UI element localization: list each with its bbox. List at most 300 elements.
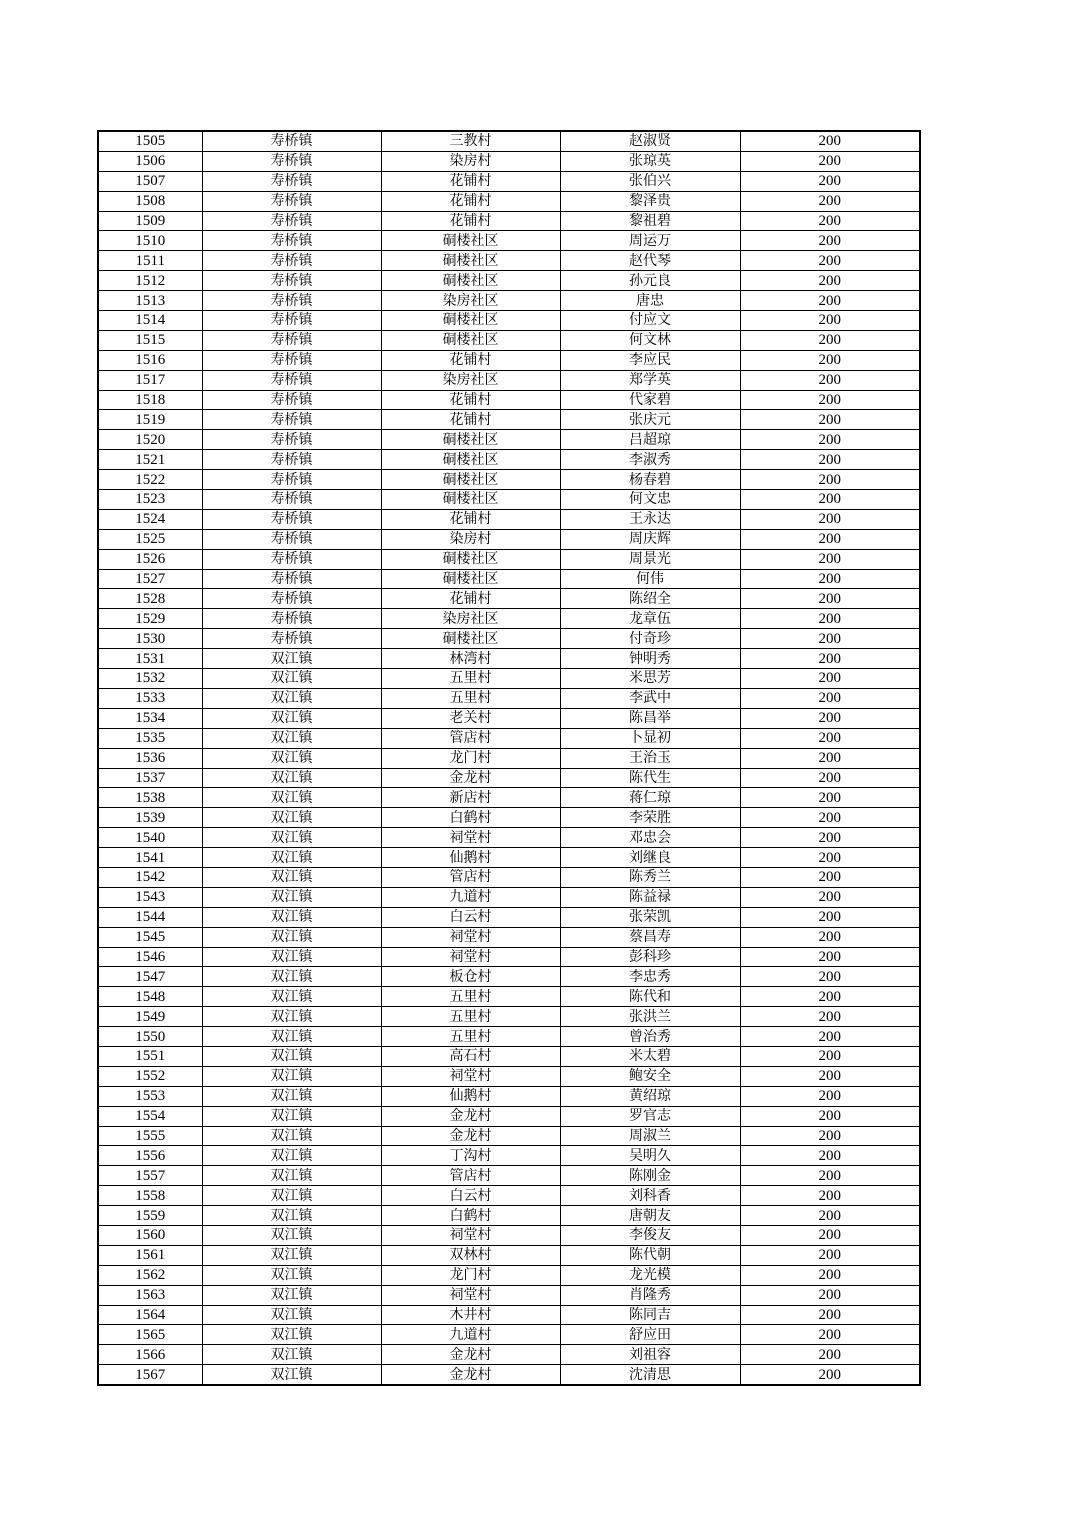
name-cell: 代家碧 — [560, 390, 740, 410]
table-row — [98, 1206, 920, 1226]
name-cell: 李俊友 — [560, 1225, 740, 1245]
row-number-cell: 1545 — [98, 927, 202, 947]
town-cell: 双江镇 — [202, 1325, 381, 1345]
row-number-cell: 1565 — [98, 1325, 202, 1345]
village-cell: 五里村 — [381, 688, 560, 708]
amount-cell: 200 — [740, 1146, 920, 1166]
town-cell: 双江镇 — [202, 708, 381, 728]
name-cell: 肖隆秀 — [560, 1285, 740, 1305]
amount-cell: 200 — [740, 390, 920, 410]
town-cell: 寿桥镇 — [202, 211, 381, 231]
town-cell: 双江镇 — [202, 669, 381, 689]
table-row — [98, 490, 920, 510]
name-cell: 赵代琴 — [560, 251, 740, 271]
row-number-cell: 1537 — [98, 768, 202, 788]
table-row — [98, 788, 920, 808]
town-cell: 双江镇 — [202, 1126, 381, 1146]
amount-cell: 200 — [740, 1186, 920, 1206]
village-cell: 木井村 — [381, 1305, 560, 1325]
amount-cell: 200 — [740, 1126, 920, 1146]
row-number-cell: 1556 — [98, 1146, 202, 1166]
amount-cell: 200 — [740, 987, 920, 1007]
row-number-cell: 1555 — [98, 1126, 202, 1146]
row-number-cell: 1511 — [98, 251, 202, 271]
amount-cell: 200 — [740, 291, 920, 311]
village-cell: 双林村 — [381, 1245, 560, 1265]
town-cell: 双江镇 — [202, 1285, 381, 1305]
village-cell: 祠堂村 — [381, 1285, 560, 1305]
name-cell: 赵淑贤 — [560, 131, 740, 151]
name-cell: 王治玉 — [560, 748, 740, 768]
name-cell: 吴明久 — [560, 1146, 740, 1166]
row-number-cell: 1507 — [98, 171, 202, 191]
table-row — [98, 350, 920, 370]
row-number-cell: 1561 — [98, 1245, 202, 1265]
table-row — [98, 569, 920, 589]
table-row — [98, 629, 920, 649]
village-cell: 硐楼社区 — [381, 629, 560, 649]
row-number-cell: 1529 — [98, 609, 202, 629]
table-row — [98, 768, 920, 788]
table-row — [98, 649, 920, 669]
name-cell: 何伟 — [560, 569, 740, 589]
name-cell: 陈代生 — [560, 768, 740, 788]
row-number-cell: 1550 — [98, 1027, 202, 1047]
name-cell: 刘继良 — [560, 848, 740, 868]
row-number-cell: 1534 — [98, 708, 202, 728]
name-cell: 龙章伍 — [560, 609, 740, 629]
table-row — [98, 1245, 920, 1265]
town-cell: 双江镇 — [202, 1186, 381, 1206]
name-cell: 米太碧 — [560, 1046, 740, 1066]
amount-cell: 200 — [740, 848, 920, 868]
name-cell: 陈益禄 — [560, 887, 740, 907]
name-cell: 李武中 — [560, 688, 740, 708]
name-cell: 周景光 — [560, 549, 740, 569]
town-cell: 双江镇 — [202, 887, 381, 907]
village-cell: 九道村 — [381, 1325, 560, 1345]
row-number-cell: 1510 — [98, 231, 202, 251]
village-cell: 仙鹅村 — [381, 1086, 560, 1106]
village-cell: 祠堂村 — [381, 1066, 560, 1086]
village-cell: 花铺村 — [381, 589, 560, 609]
row-number-cell: 1539 — [98, 808, 202, 828]
row-number-cell: 1536 — [98, 748, 202, 768]
row-number-cell: 1566 — [98, 1345, 202, 1365]
name-cell: 陈秀兰 — [560, 867, 740, 887]
village-cell: 花铺村 — [381, 191, 560, 211]
row-number-cell: 1544 — [98, 907, 202, 927]
town-cell: 寿桥镇 — [202, 569, 381, 589]
village-cell: 板仓村 — [381, 967, 560, 987]
town-cell: 双江镇 — [202, 1106, 381, 1126]
amount-cell: 200 — [740, 649, 920, 669]
village-cell: 硐楼社区 — [381, 450, 560, 470]
town-cell: 双江镇 — [202, 768, 381, 788]
town-cell: 双江镇 — [202, 1086, 381, 1106]
village-cell: 龙门村 — [381, 748, 560, 768]
table-row — [98, 1066, 920, 1086]
row-number-cell: 1532 — [98, 669, 202, 689]
table-row — [98, 529, 920, 549]
amount-cell: 200 — [740, 191, 920, 211]
row-number-cell: 1541 — [98, 848, 202, 868]
table-row — [98, 609, 920, 629]
village-cell: 五里村 — [381, 987, 560, 1007]
row-number-cell: 1515 — [98, 330, 202, 350]
village-cell: 高石村 — [381, 1046, 560, 1066]
name-cell: 米思芳 — [560, 669, 740, 689]
town-cell: 寿桥镇 — [202, 629, 381, 649]
table-row — [98, 1106, 920, 1126]
village-cell: 祠堂村 — [381, 927, 560, 947]
amount-cell: 200 — [740, 1086, 920, 1106]
village-cell: 花铺村 — [381, 211, 560, 231]
amount-cell: 200 — [740, 490, 920, 510]
village-cell: 林湾村 — [381, 649, 560, 669]
name-cell: 张庆元 — [560, 410, 740, 430]
village-cell: 染房社区 — [381, 609, 560, 629]
name-cell: 陈同吉 — [560, 1305, 740, 1325]
amount-cell: 200 — [740, 967, 920, 987]
name-cell: 蒋仁琼 — [560, 788, 740, 808]
row-number-cell: 1554 — [98, 1106, 202, 1126]
row-number-cell: 1521 — [98, 450, 202, 470]
village-cell: 五里村 — [381, 1007, 560, 1027]
town-cell: 双江镇 — [202, 1046, 381, 1066]
table-row — [98, 509, 920, 529]
town-cell: 双江镇 — [202, 1007, 381, 1027]
town-cell: 寿桥镇 — [202, 470, 381, 490]
village-cell: 管店村 — [381, 867, 560, 887]
amount-cell: 200 — [740, 768, 920, 788]
village-cell: 金龙村 — [381, 1126, 560, 1146]
row-number-cell: 1531 — [98, 649, 202, 669]
table-row — [98, 967, 920, 987]
town-cell: 双江镇 — [202, 1166, 381, 1186]
table-row — [98, 1086, 920, 1106]
name-cell: 张荣凯 — [560, 907, 740, 927]
town-cell: 双江镇 — [202, 828, 381, 848]
table-row — [98, 271, 920, 291]
name-cell: 王永达 — [560, 509, 740, 529]
town-cell: 双江镇 — [202, 788, 381, 808]
village-cell: 丁沟村 — [381, 1146, 560, 1166]
name-cell: 黄绍琼 — [560, 1086, 740, 1106]
row-number-cell: 1506 — [98, 151, 202, 171]
data-table — [97, 130, 921, 1386]
name-cell: 罗官志 — [560, 1106, 740, 1126]
table-row — [98, 867, 920, 887]
name-cell: 刘科香 — [560, 1186, 740, 1206]
name-cell: 周运万 — [560, 231, 740, 251]
town-cell: 寿桥镇 — [202, 490, 381, 510]
row-number-cell: 1533 — [98, 688, 202, 708]
town-cell: 寿桥镇 — [202, 390, 381, 410]
village-cell: 老关村 — [381, 708, 560, 728]
amount-cell: 200 — [740, 529, 920, 549]
town-cell: 寿桥镇 — [202, 271, 381, 291]
name-cell: 鲍安全 — [560, 1066, 740, 1086]
name-cell: 周庆辉 — [560, 529, 740, 549]
row-number-cell: 1560 — [98, 1225, 202, 1245]
amount-cell: 200 — [740, 251, 920, 271]
village-cell: 花铺村 — [381, 171, 560, 191]
town-cell: 双江镇 — [202, 748, 381, 768]
village-cell: 白鹤村 — [381, 808, 560, 828]
amount-cell: 200 — [740, 311, 920, 331]
name-cell: 付奇珍 — [560, 629, 740, 649]
row-number-cell: 1563 — [98, 1285, 202, 1305]
amount-cell: 200 — [740, 330, 920, 350]
row-number-cell: 1552 — [98, 1066, 202, 1086]
village-cell: 龙门村 — [381, 1265, 560, 1285]
amount-cell: 200 — [740, 171, 920, 191]
amount-cell: 200 — [740, 1345, 920, 1365]
table-row — [98, 1345, 920, 1365]
village-cell: 染房社区 — [381, 291, 560, 311]
table-row — [98, 828, 920, 848]
row-number-cell: 1546 — [98, 947, 202, 967]
town-cell: 寿桥镇 — [202, 589, 381, 609]
amount-cell: 200 — [740, 1365, 920, 1385]
town-cell: 双江镇 — [202, 867, 381, 887]
amount-cell: 200 — [740, 788, 920, 808]
amount-cell: 200 — [740, 1066, 920, 1086]
row-number-cell: 1530 — [98, 629, 202, 649]
table-row — [98, 1126, 920, 1146]
town-cell: 寿桥镇 — [202, 151, 381, 171]
table-row — [98, 1186, 920, 1206]
name-cell: 李忠秀 — [560, 967, 740, 987]
town-cell: 寿桥镇 — [202, 609, 381, 629]
village-cell: 管店村 — [381, 728, 560, 748]
name-cell: 舒应田 — [560, 1325, 740, 1345]
town-cell: 双江镇 — [202, 688, 381, 708]
village-cell: 硐楼社区 — [381, 430, 560, 450]
amount-cell: 200 — [740, 887, 920, 907]
row-number-cell: 1542 — [98, 867, 202, 887]
amount-cell: 200 — [740, 927, 920, 947]
table-row — [98, 131, 920, 151]
town-cell: 双江镇 — [202, 927, 381, 947]
town-cell: 双江镇 — [202, 649, 381, 669]
row-number-cell: 1526 — [98, 549, 202, 569]
name-cell: 唐朝友 — [560, 1206, 740, 1226]
village-cell: 九道村 — [381, 887, 560, 907]
table-row — [98, 907, 920, 927]
amount-cell: 200 — [740, 1305, 920, 1325]
village-cell: 染房社区 — [381, 370, 560, 390]
name-cell: 卜显初 — [560, 728, 740, 748]
name-cell: 陈刚金 — [560, 1166, 740, 1186]
amount-cell: 200 — [740, 1265, 920, 1285]
amount-cell: 200 — [740, 470, 920, 490]
town-cell: 双江镇 — [202, 1265, 381, 1285]
table-row — [98, 1046, 920, 1066]
table-row — [98, 1166, 920, 1186]
name-cell: 龙光模 — [560, 1265, 740, 1285]
table-row — [98, 748, 920, 768]
table-row — [98, 450, 920, 470]
amount-cell: 200 — [740, 1106, 920, 1126]
town-cell: 寿桥镇 — [202, 549, 381, 569]
name-cell: 陈绍全 — [560, 589, 740, 609]
amount-cell: 200 — [740, 947, 920, 967]
amount-cell: 200 — [740, 748, 920, 768]
table-row — [98, 330, 920, 350]
amount-cell: 200 — [740, 1166, 920, 1186]
name-cell: 何文忠 — [560, 490, 740, 510]
name-cell: 陈代朝 — [560, 1245, 740, 1265]
row-number-cell: 1516 — [98, 350, 202, 370]
town-cell: 双江镇 — [202, 1305, 381, 1325]
town-cell: 寿桥镇 — [202, 131, 381, 151]
amount-cell: 200 — [740, 1007, 920, 1027]
table-row — [98, 808, 920, 828]
row-number-cell: 1518 — [98, 390, 202, 410]
amount-cell: 200 — [740, 1245, 920, 1265]
table-row — [98, 1305, 920, 1325]
row-number-cell: 1527 — [98, 569, 202, 589]
town-cell: 双江镇 — [202, 848, 381, 868]
town-cell: 双江镇 — [202, 1345, 381, 1365]
town-cell: 双江镇 — [202, 1365, 381, 1385]
village-cell: 祠堂村 — [381, 1225, 560, 1245]
name-cell: 蔡昌寿 — [560, 927, 740, 947]
village-cell: 金龙村 — [381, 1345, 560, 1365]
amount-cell: 200 — [740, 430, 920, 450]
row-number-cell: 1508 — [98, 191, 202, 211]
amount-cell: 200 — [740, 1325, 920, 1345]
name-cell: 吕超琼 — [560, 430, 740, 450]
table-row — [98, 927, 920, 947]
village-cell: 硐楼社区 — [381, 251, 560, 271]
table-row — [98, 390, 920, 410]
village-cell: 花铺村 — [381, 509, 560, 529]
village-cell: 白云村 — [381, 1186, 560, 1206]
village-cell: 硐楼社区 — [381, 490, 560, 510]
row-number-cell: 1562 — [98, 1265, 202, 1285]
amount-cell: 200 — [740, 271, 920, 291]
name-cell: 李应民 — [560, 350, 740, 370]
amount-cell: 200 — [740, 549, 920, 569]
village-cell: 硐楼社区 — [381, 549, 560, 569]
village-cell: 硐楼社区 — [381, 231, 560, 251]
row-number-cell: 1567 — [98, 1365, 202, 1385]
town-cell: 双江镇 — [202, 967, 381, 987]
village-cell: 金龙村 — [381, 1106, 560, 1126]
table-row — [98, 987, 920, 1007]
amount-cell: 200 — [740, 569, 920, 589]
row-number-cell: 1535 — [98, 728, 202, 748]
table-row — [98, 1027, 920, 1047]
row-number-cell: 1523 — [98, 490, 202, 510]
table-row — [98, 1225, 920, 1245]
amount-cell: 200 — [740, 509, 920, 529]
town-cell: 双江镇 — [202, 1066, 381, 1086]
amount-cell: 200 — [740, 1206, 920, 1226]
row-number-cell: 1514 — [98, 311, 202, 331]
village-cell: 硐楼社区 — [381, 330, 560, 350]
amount-cell: 200 — [740, 410, 920, 430]
table-row — [98, 589, 920, 609]
town-cell: 寿桥镇 — [202, 231, 381, 251]
amount-cell: 200 — [740, 1027, 920, 1047]
row-number-cell: 1553 — [98, 1086, 202, 1106]
town-cell: 双江镇 — [202, 1206, 381, 1226]
town-cell: 双江镇 — [202, 987, 381, 1007]
row-number-cell: 1525 — [98, 529, 202, 549]
town-cell: 寿桥镇 — [202, 291, 381, 311]
amount-cell: 200 — [740, 131, 920, 151]
row-number-cell: 1520 — [98, 430, 202, 450]
name-cell: 李荣胜 — [560, 808, 740, 828]
town-cell: 双江镇 — [202, 1225, 381, 1245]
row-number-cell: 1517 — [98, 370, 202, 390]
name-cell: 黎祖碧 — [560, 211, 740, 231]
row-number-cell: 1557 — [98, 1166, 202, 1186]
table-row — [98, 370, 920, 390]
amount-cell: 200 — [740, 669, 920, 689]
row-number-cell: 1528 — [98, 589, 202, 609]
name-cell: 张琼英 — [560, 151, 740, 171]
name-cell: 张洪兰 — [560, 1007, 740, 1027]
row-number-cell: 1513 — [98, 291, 202, 311]
table-row — [98, 1325, 920, 1345]
table-row — [98, 728, 920, 748]
row-number-cell: 1540 — [98, 828, 202, 848]
village-cell: 五里村 — [381, 1027, 560, 1047]
town-cell: 寿桥镇 — [202, 191, 381, 211]
row-number-cell: 1547 — [98, 967, 202, 987]
table-row — [98, 848, 920, 868]
village-cell: 金龙村 — [381, 1365, 560, 1385]
name-cell: 钟明秀 — [560, 649, 740, 669]
row-number-cell: 1558 — [98, 1186, 202, 1206]
table-row — [98, 669, 920, 689]
village-cell: 硐楼社区 — [381, 311, 560, 331]
amount-cell: 200 — [740, 589, 920, 609]
table-row — [98, 470, 920, 490]
town-cell: 寿桥镇 — [202, 430, 381, 450]
name-cell: 付应文 — [560, 311, 740, 331]
table-body — [98, 131, 920, 1385]
village-cell: 硐楼社区 — [381, 569, 560, 589]
village-cell: 白云村 — [381, 907, 560, 927]
name-cell: 何文林 — [560, 330, 740, 350]
row-number-cell: 1538 — [98, 788, 202, 808]
village-cell: 染房村 — [381, 529, 560, 549]
row-number-cell: 1522 — [98, 470, 202, 490]
row-number-cell: 1519 — [98, 410, 202, 430]
row-number-cell: 1524 — [98, 509, 202, 529]
table-row — [98, 410, 920, 430]
village-cell: 花铺村 — [381, 410, 560, 430]
amount-cell: 200 — [740, 211, 920, 231]
name-cell: 唐忠 — [560, 291, 740, 311]
row-number-cell: 1564 — [98, 1305, 202, 1325]
table-row — [98, 688, 920, 708]
table-row — [98, 430, 920, 450]
town-cell: 寿桥镇 — [202, 410, 381, 430]
town-cell: 寿桥镇 — [202, 509, 381, 529]
row-number-cell: 1559 — [98, 1206, 202, 1226]
table-row — [98, 171, 920, 191]
amount-cell: 200 — [740, 907, 920, 927]
town-cell: 双江镇 — [202, 907, 381, 927]
name-cell: 郑学英 — [560, 370, 740, 390]
